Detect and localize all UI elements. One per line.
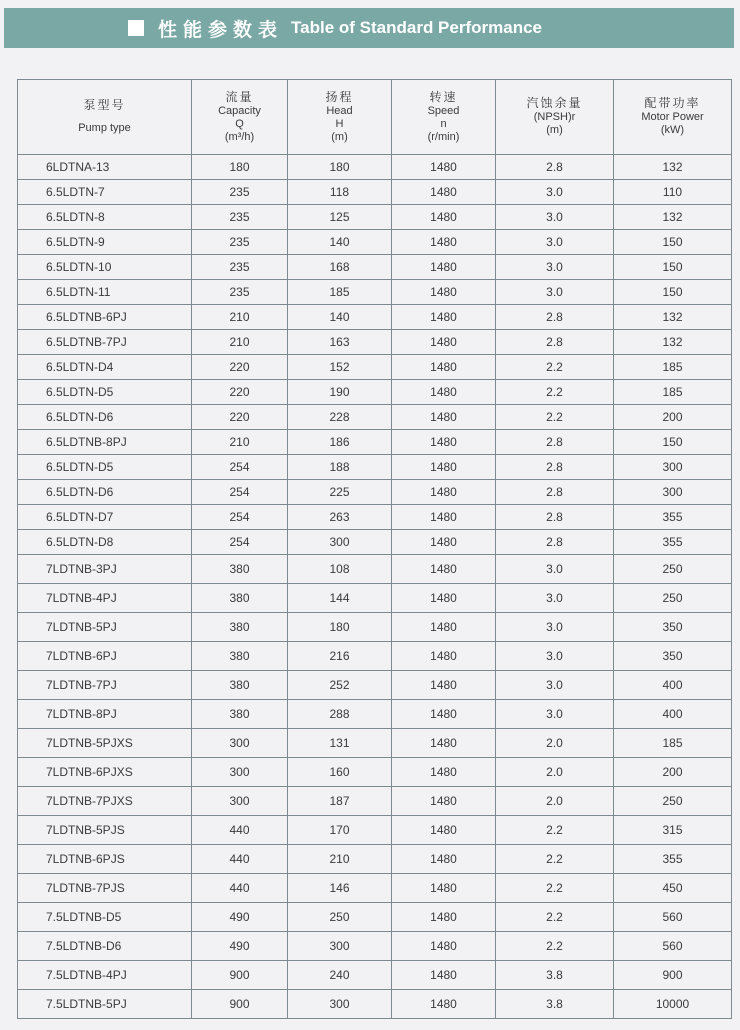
cell-motor-power: 450 (614, 874, 732, 903)
table-row (18, 903, 732, 932)
cell-head: 168 (288, 255, 392, 280)
cell-capacity: 440 (192, 845, 288, 874)
cell-head: 263 (288, 505, 392, 530)
cell-motor-power: 250 (614, 787, 732, 816)
cell-head: 180 (288, 613, 392, 642)
cell-motor-power: 185 (614, 729, 732, 758)
cell-speed: 1480 (392, 990, 496, 1019)
cell-speed: 1480 (392, 932, 496, 961)
cell-head: 252 (288, 671, 392, 700)
cell-npsh: 2.2 (496, 903, 614, 932)
table-row (18, 758, 732, 787)
cell-pump-type: 6.5LDTN-11 (18, 280, 192, 305)
cell-motor-power: 300 (614, 455, 732, 480)
cell-capacity: 254 (192, 480, 288, 505)
cell-head: 190 (288, 380, 392, 405)
cell-capacity: 380 (192, 671, 288, 700)
cell-motor-power: 350 (614, 642, 732, 671)
table-row (18, 430, 732, 455)
cell-speed: 1480 (392, 671, 496, 700)
cell-motor-power: 355 (614, 505, 732, 530)
cell-motor-power: 10000 (614, 990, 732, 1019)
cell-pump-type: 6.5LDTNB-7PJ (18, 330, 192, 355)
cell-head: 170 (288, 816, 392, 845)
header-row (18, 80, 732, 155)
cell-motor-power: 355 (614, 530, 732, 555)
cell-capacity: 380 (192, 642, 288, 671)
cell-speed: 1480 (392, 280, 496, 305)
cell-motor-power: 150 (614, 230, 732, 255)
cell-head: 125 (288, 205, 392, 230)
cell-capacity: 380 (192, 584, 288, 613)
cell-pump-type: 6.5LDTN-8 (18, 205, 192, 230)
cell-capacity: 180 (192, 155, 288, 180)
cell-pump-type: 6LDTNA-13 (18, 155, 192, 180)
cell-npsh: 2.8 (496, 330, 614, 355)
cell-motor-power: 400 (614, 671, 732, 700)
cell-npsh: 2.2 (496, 405, 614, 430)
cell-motor-power: 132 (614, 330, 732, 355)
cell-motor-power: 200 (614, 405, 732, 430)
cell-pump-type: 6.5LDTN-D5 (18, 380, 192, 405)
cell-head: 210 (288, 845, 392, 874)
cell-npsh: 3.0 (496, 280, 614, 305)
cell-motor-power: 150 (614, 280, 732, 305)
table-row (18, 613, 732, 642)
cell-npsh: 3.0 (496, 671, 614, 700)
cell-head: 228 (288, 405, 392, 430)
table-row (18, 642, 732, 671)
cell-pump-type: 6.5LDTN-D4 (18, 355, 192, 380)
cell-capacity: 235 (192, 255, 288, 280)
cell-npsh: 2.2 (496, 816, 614, 845)
cell-head: 140 (288, 305, 392, 330)
cell-pump-type: 6.5LDTN-7 (18, 180, 192, 205)
square-bullet-icon (128, 20, 144, 36)
cell-speed: 1480 (392, 584, 496, 613)
cell-npsh: 2.2 (496, 380, 614, 405)
cell-speed: 1480 (392, 613, 496, 642)
table-row (18, 155, 732, 180)
cell-motor-power: 400 (614, 700, 732, 729)
cell-motor-power: 300 (614, 480, 732, 505)
table-row (18, 845, 732, 874)
cell-capacity: 235 (192, 205, 288, 230)
table-row (18, 480, 732, 505)
table-row (18, 380, 732, 405)
cell-speed: 1480 (392, 180, 496, 205)
table-row (18, 405, 732, 430)
table-row (18, 990, 732, 1019)
cell-speed: 1480 (392, 787, 496, 816)
cell-npsh: 2.8 (496, 155, 614, 180)
cell-npsh: 2.2 (496, 355, 614, 380)
cell-capacity: 380 (192, 700, 288, 729)
cell-speed: 1480 (392, 405, 496, 430)
cell-speed: 1480 (392, 903, 496, 932)
cell-pump-type: 6.5LDTN-D6 (18, 405, 192, 430)
cell-npsh: 2.0 (496, 787, 614, 816)
table-row (18, 555, 732, 584)
cell-motor-power: 185 (614, 355, 732, 380)
cell-motor-power: 132 (614, 305, 732, 330)
cell-motor-power: 132 (614, 155, 732, 180)
cell-capacity: 440 (192, 816, 288, 845)
cell-speed: 1480 (392, 845, 496, 874)
cell-head: 131 (288, 729, 392, 758)
cell-npsh: 3.0 (496, 205, 614, 230)
cell-npsh: 3.0 (496, 255, 614, 280)
cell-speed: 1480 (392, 430, 496, 455)
cell-speed: 1480 (392, 330, 496, 355)
cell-motor-power: 150 (614, 430, 732, 455)
cell-npsh: 2.8 (496, 480, 614, 505)
cell-npsh: 2.0 (496, 729, 614, 758)
cell-motor-power: 110 (614, 180, 732, 205)
cell-pump-type: 7LDTNB-4PJ (18, 584, 192, 613)
cell-capacity: 220 (192, 380, 288, 405)
cell-pump-type: 7.5LDTNB-5PJ (18, 990, 192, 1019)
performance-table (17, 79, 732, 1019)
cell-pump-type: 7LDTNB-8PJ (18, 700, 192, 729)
cell-motor-power: 560 (614, 903, 732, 932)
table-row (18, 455, 732, 480)
cell-npsh: 2.2 (496, 845, 614, 874)
cell-npsh: 3.0 (496, 584, 614, 613)
table-row (18, 205, 732, 230)
cell-npsh: 3.0 (496, 642, 614, 671)
cell-pump-type: 6.5LDTN-9 (18, 230, 192, 255)
cell-motor-power: 250 (614, 555, 732, 584)
cell-head: 180 (288, 155, 392, 180)
cell-npsh: 2.8 (496, 455, 614, 480)
cell-speed: 1480 (392, 480, 496, 505)
title-chinese: 性能参数表 (158, 18, 284, 41)
cell-motor-power: 900 (614, 961, 732, 990)
cell-pump-type: 7LDTNB-7PJS (18, 874, 192, 903)
table-body (18, 155, 732, 1019)
cell-pump-type: 6.5LDTN-D5 (18, 455, 192, 480)
cell-npsh: 2.8 (496, 505, 614, 530)
cell-head: 163 (288, 330, 392, 355)
cell-capacity: 900 (192, 990, 288, 1019)
cell-capacity: 254 (192, 505, 288, 530)
cell-speed: 1480 (392, 205, 496, 230)
cell-pump-type: 7LDTNB-5PJ (18, 613, 192, 642)
cell-head: 146 (288, 874, 392, 903)
cell-head: 240 (288, 961, 392, 990)
cell-pump-type: 6.5LDTN-D7 (18, 505, 192, 530)
cell-head: 140 (288, 230, 392, 255)
cell-pump-type: 7LDTNB-7PJXS (18, 787, 192, 816)
cell-capacity: 210 (192, 330, 288, 355)
cell-motor-power: 200 (614, 758, 732, 787)
cell-head: 300 (288, 932, 392, 961)
table-row (18, 729, 732, 758)
table-row (18, 584, 732, 613)
cell-npsh: 3.0 (496, 613, 614, 642)
cell-speed: 1480 (392, 700, 496, 729)
cell-motor-power: 355 (614, 845, 732, 874)
cell-speed: 1480 (392, 530, 496, 555)
table-row (18, 961, 732, 990)
cell-npsh: 2.0 (496, 758, 614, 787)
cell-pump-type: 7.5LDTNB-4PJ (18, 961, 192, 990)
table-row (18, 180, 732, 205)
title-english: Table of Standard Performance (291, 18, 542, 37)
cell-pump-type: 7LDTNB-6PJXS (18, 758, 192, 787)
cell-capacity: 210 (192, 430, 288, 455)
cell-capacity: 380 (192, 613, 288, 642)
cell-head: 225 (288, 480, 392, 505)
cell-head: 216 (288, 642, 392, 671)
cell-head: 160 (288, 758, 392, 787)
table-row (18, 305, 732, 330)
cell-speed: 1480 (392, 555, 496, 584)
cell-speed: 1480 (392, 729, 496, 758)
cell-capacity: 440 (192, 874, 288, 903)
table-row (18, 330, 732, 355)
cell-npsh: 2.8 (496, 430, 614, 455)
header-npsh: 汽蚀余量 (NPSH)r (m) (496, 80, 614, 155)
table-row (18, 530, 732, 555)
cell-pump-type: 6.5LDTN-10 (18, 255, 192, 280)
cell-capacity: 300 (192, 787, 288, 816)
cell-npsh: 2.2 (496, 874, 614, 903)
header-pump-type: 泵型号 Pump type (18, 80, 192, 155)
cell-capacity: 220 (192, 355, 288, 380)
cell-head: 152 (288, 355, 392, 380)
header-capacity: 流量 Capacity Q (m³/h) (192, 80, 288, 155)
cell-capacity: 254 (192, 455, 288, 480)
cell-capacity: 300 (192, 758, 288, 787)
cell-pump-type: 6.5LDTN-D6 (18, 480, 192, 505)
cell-head: 186 (288, 430, 392, 455)
cell-speed: 1480 (392, 758, 496, 787)
cell-capacity: 254 (192, 530, 288, 555)
cell-speed: 1480 (392, 505, 496, 530)
cell-motor-power: 185 (614, 380, 732, 405)
table-row (18, 355, 732, 380)
cell-capacity: 900 (192, 961, 288, 990)
cell-speed: 1480 (392, 355, 496, 380)
cell-pump-type: 6.5LDTN-D8 (18, 530, 192, 555)
header-head: 扬程 Head H (m) (288, 80, 392, 155)
table-row (18, 816, 732, 845)
cell-capacity: 380 (192, 555, 288, 584)
cell-capacity: 490 (192, 932, 288, 961)
cell-pump-type: 6.5LDTNB-8PJ (18, 430, 192, 455)
table-row (18, 874, 732, 903)
cell-head: 187 (288, 787, 392, 816)
cell-head: 300 (288, 990, 392, 1019)
table-row (18, 505, 732, 530)
table-row (18, 671, 732, 700)
cell-pump-type: 7LDTNB-5PJXS (18, 729, 192, 758)
cell-capacity: 490 (192, 903, 288, 932)
cell-head: 250 (288, 903, 392, 932)
cell-capacity: 235 (192, 180, 288, 205)
table-row (18, 230, 732, 255)
title-banner (4, 8, 734, 48)
table-row (18, 932, 732, 961)
cell-pump-type: 7LDTNB-6PJS (18, 845, 192, 874)
cell-head: 118 (288, 180, 392, 205)
cell-pump-type: 7.5LDTNB-D5 (18, 903, 192, 932)
cell-head: 185 (288, 280, 392, 305)
cell-npsh: 3.8 (496, 961, 614, 990)
cell-pump-type: 7LDTNB-6PJ (18, 642, 192, 671)
cell-pump-type: 7LDTNB-5PJS (18, 816, 192, 845)
header-motor-power: 配带功率 Motor Power (kW) (614, 80, 732, 155)
cell-npsh: 3.0 (496, 555, 614, 584)
cell-pump-type: 6.5LDTNB-6PJ (18, 305, 192, 330)
cell-pump-type: 7LDTNB-7PJ (18, 671, 192, 700)
cell-head: 300 (288, 530, 392, 555)
cell-motor-power: 250 (614, 584, 732, 613)
cell-speed: 1480 (392, 816, 496, 845)
cell-motor-power: 150 (614, 255, 732, 280)
cell-capacity: 300 (192, 729, 288, 758)
cell-npsh: 3.0 (496, 700, 614, 729)
cell-speed: 1480 (392, 255, 496, 280)
cell-motor-power: 132 (614, 205, 732, 230)
cell-speed: 1480 (392, 455, 496, 480)
cell-head: 108 (288, 555, 392, 584)
cell-npsh: 2.8 (496, 305, 614, 330)
table-row (18, 280, 732, 305)
table-row (18, 255, 732, 280)
cell-speed: 1480 (392, 642, 496, 671)
cell-motor-power: 350 (614, 613, 732, 642)
cell-capacity: 235 (192, 280, 288, 305)
cell-head: 144 (288, 584, 392, 613)
cell-npsh: 2.8 (496, 530, 614, 555)
cell-npsh: 3.0 (496, 230, 614, 255)
cell-motor-power: 315 (614, 816, 732, 845)
cell-speed: 1480 (392, 155, 496, 180)
cell-speed: 1480 (392, 230, 496, 255)
cell-speed: 1480 (392, 961, 496, 990)
cell-capacity: 220 (192, 405, 288, 430)
cell-npsh: 3.0 (496, 180, 614, 205)
cell-capacity: 210 (192, 305, 288, 330)
cell-speed: 1480 (392, 380, 496, 405)
cell-pump-type: 7.5LDTNB-D6 (18, 932, 192, 961)
cell-speed: 1480 (392, 305, 496, 330)
cell-motor-power: 560 (614, 932, 732, 961)
table-row (18, 787, 732, 816)
cell-speed: 1480 (392, 874, 496, 903)
cell-head: 188 (288, 455, 392, 480)
table-row (18, 700, 732, 729)
cell-npsh: 3.8 (496, 990, 614, 1019)
cell-head: 288 (288, 700, 392, 729)
cell-npsh: 2.2 (496, 932, 614, 961)
cell-capacity: 235 (192, 230, 288, 255)
header-speed: 转速 Speed n (r/min) (392, 80, 496, 155)
cell-pump-type: 7LDTNB-3PJ (18, 555, 192, 584)
